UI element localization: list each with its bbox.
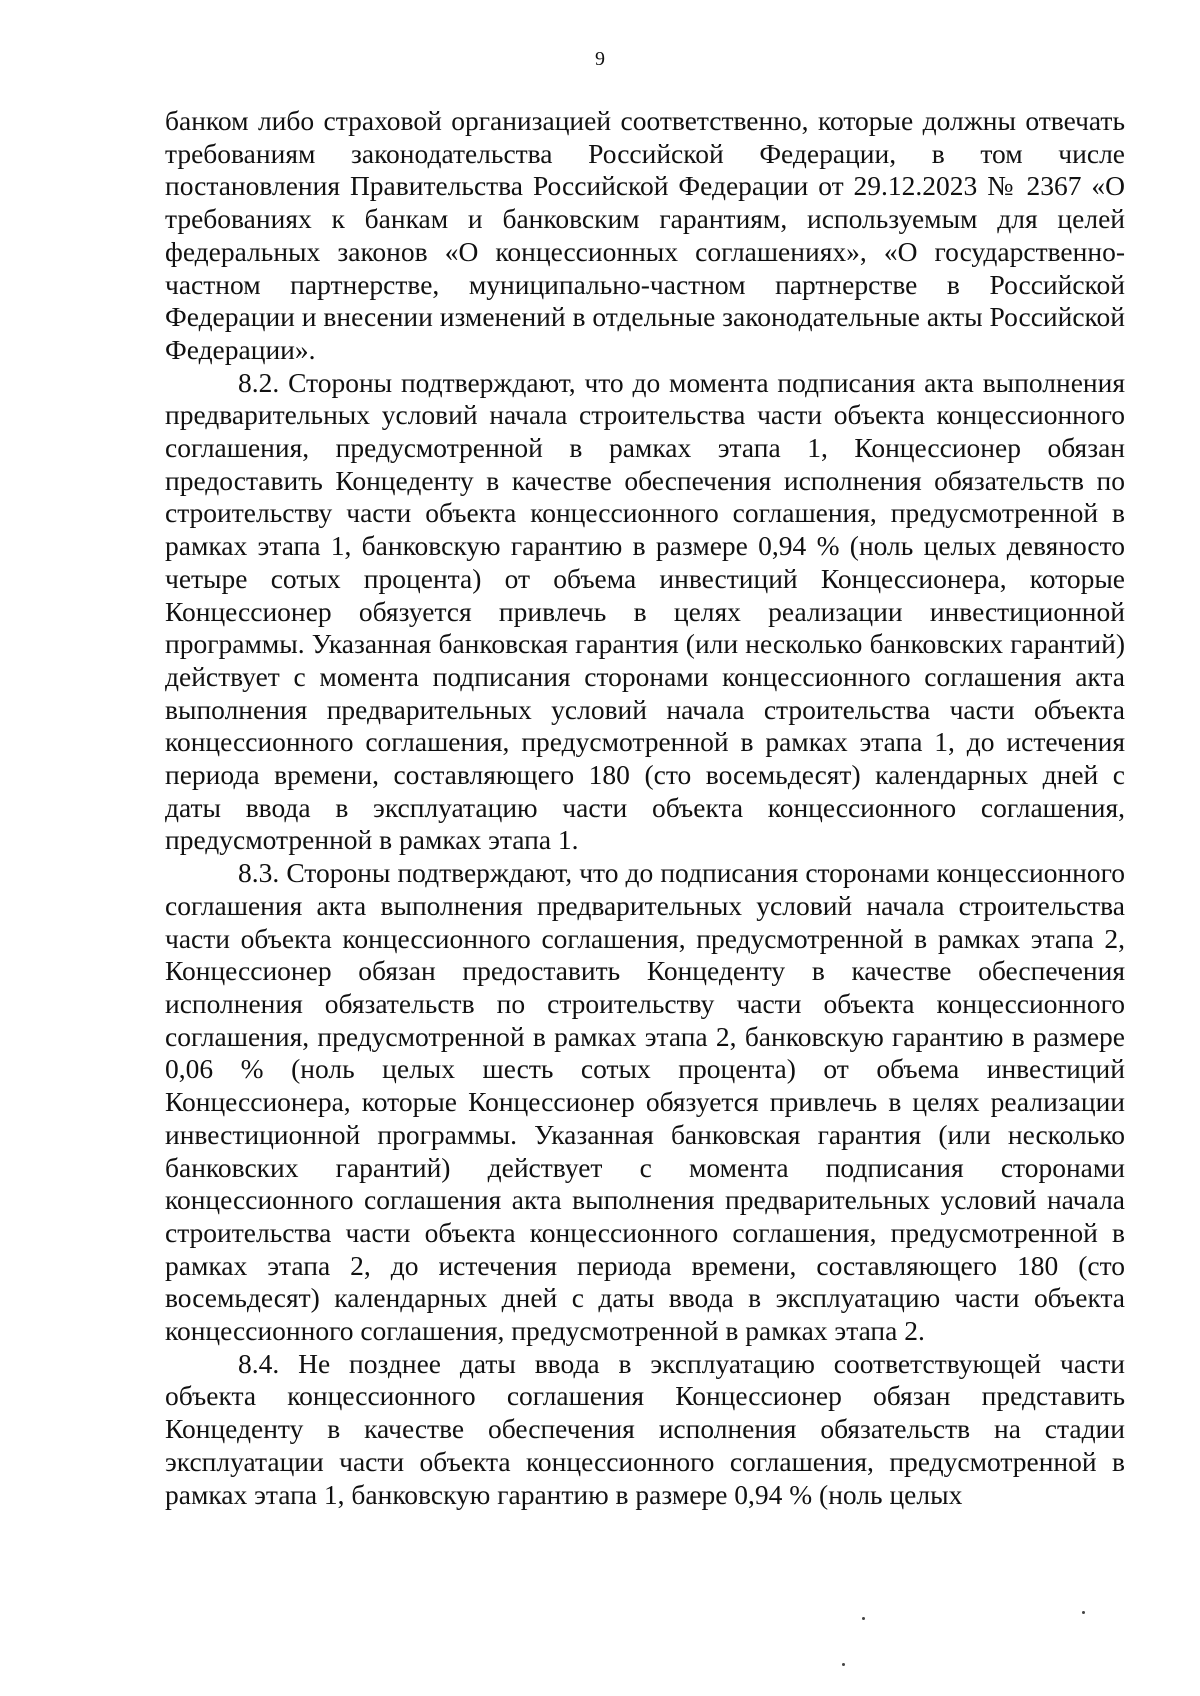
paragraph-continuation: банком либо страховой организацией соответственно, которые должны отвечать требованиям законодательства Российской Федерации, в том числе постановления Правительства Российской Федерации от 29.12.2023 № 2367 «О требованиях к банкам и банковским гарантиям, используемым для целей федеральных законов «О концессионных соглашениях», «О государственночастном партнерстве, муниципально-частном партнерстве в Российской Федерации и внесении изменений в отдельные законодательные акты Российской Федерации». bbox=[165, 105, 1125, 365]
page-number: 9 bbox=[595, 48, 605, 70]
scan-speck bbox=[862, 1617, 865, 1620]
paragraph-8-2: 8.2. Стороны подтверждают, что до момента подписания акта выполнения предварительных условий начала строительства части объекта концессионного соглашения, предусмотренной в рамках этапа 1, Концессионер обязан предоставить Концеденту в качестве обеспечения исполнения обязательств по строительству части объекта концессионного соглашения, предусмотренной в рамках этапа 1, банковскую гарантию в размере 0,94 % (ноль целых девяносто четыре сотых процента) от объема инвестиций Концессионера, которые Концессионер обязуется привлечь в целях реализации инвестиционной программы. Указанная банковская гарантия (или несколько банковских гарантий) действует с момента подписания сторонами концессионного соглашения акта выполнения предварительных условий начала строительства части объекта концессионного соглашения, предусмотренной в рамках этапа 1, до истечения периода времени, составляющего 180 (сто восемьдесят) календарных дней с даты ввода в эксплуатацию части объекта концессионного соглашения, предусмотренной в рамках этапа 1. bbox=[165, 366, 1125, 856]
scan-speck bbox=[842, 1663, 845, 1666]
scan-speck bbox=[1082, 1611, 1085, 1614]
document-body bbox=[165, 105, 1125, 1511]
paragraph-8-4: 8.4. Не позднее даты ввода в эксплуатацию соответствующей части объекта концессионного соглашения Концессионер обязан представить Концеденту в качестве обеспечения исполнения обязательств на стадии эксплуатации части объекта концессионного соглашения, предусмотренной в рамках этапа 1, банковскую гарантию в размере 0,94 % (ноль целых bbox=[165, 1347, 1125, 1510]
paragraph-8-3: 8.3. Стороны подтверждают, что до подписания сторонами концессионного соглашения акта выполнения предварительных условий начала строительства части объекта концессионного соглашения, предусмотренной в рамках этапа 2, Концессионер обязан предоставить Концеденту в качестве обеспечения исполнения обязательств по строительству части объекта концессионного соглашения, предусмотренной в рамках этапа 2, банковскую гарантию в размере 0,06 % (ноль целых шесть сотых процента) от объема инвестиций Концессионера, которые Концессионер обязуется привлечь в целях реализации инвестиционной программы. Указанная банковская гарантия (или несколько банковских гарантий) действует с момента подписания сторонами концессионного соглашения акта выполнения предварительных условий начала строительства части объекта концессионного соглашения, предусмотренной в рамках этапа 2, до истечения периода времени, составляющего 180 (сто восемьдесят) календарных дней с даты ввода в эксплуатацию части объекта концессионного соглашения, предусмотренной в рамках этапа 2. bbox=[165, 857, 1125, 1347]
